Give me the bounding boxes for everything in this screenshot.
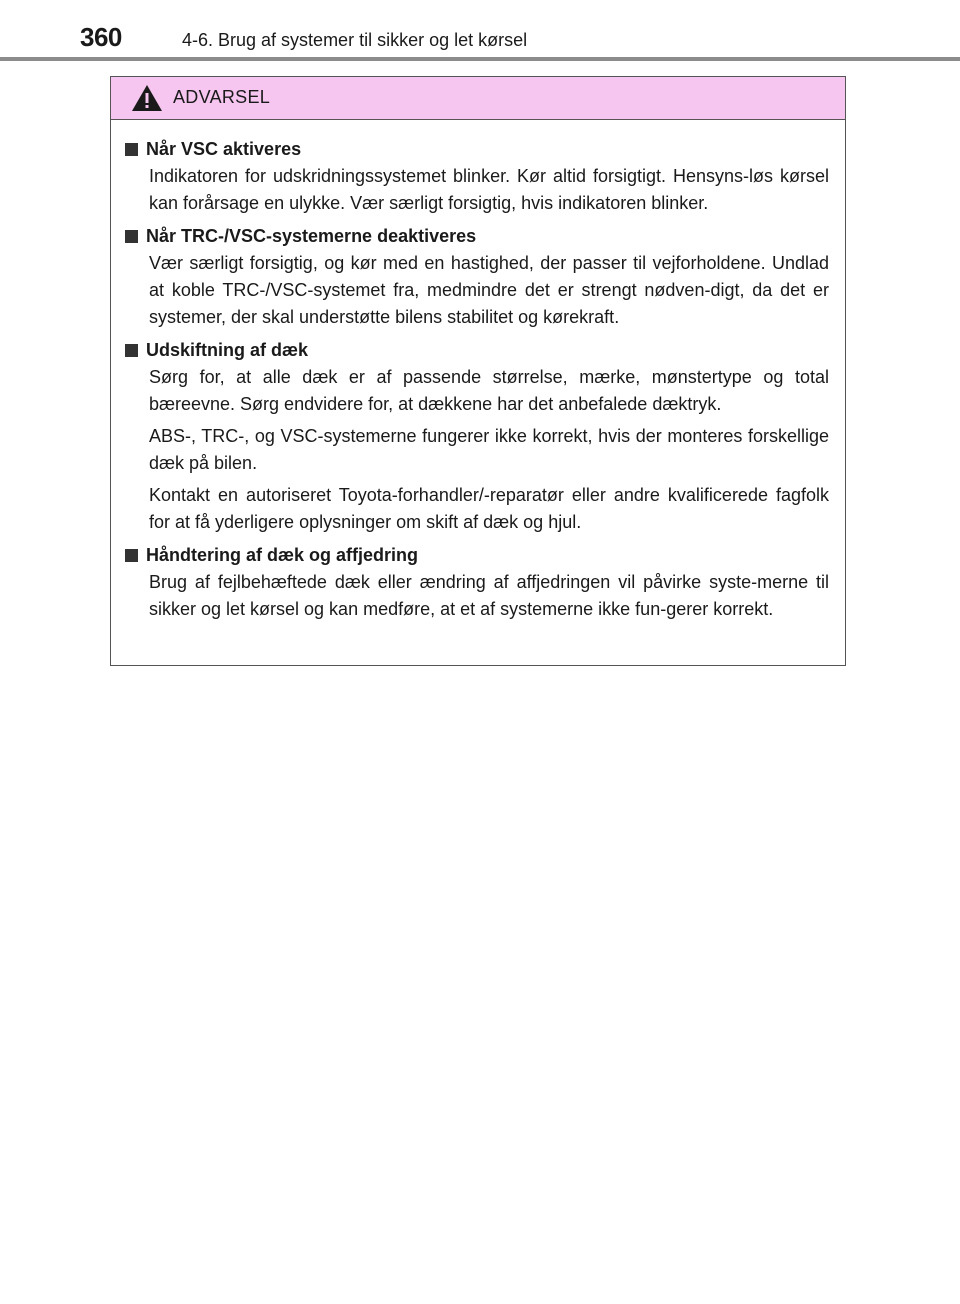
item-title — [125, 136, 829, 163]
item-paragraph: Vær særligt forsigtig, og kør med en hastighed, der passer til vejforholdene. Undlad at koble TRC-/VSC-systemet fra, medmindre det er strengt nødven-digt, da det er systemer, der skal understøtte bilens stabilitet og kørekraft. — [149, 253, 829, 327]
square-bullet-icon — [125, 344, 138, 357]
warning-triangle-icon — [131, 84, 163, 112]
warning-header — [111, 77, 845, 120]
square-bullet-icon — [125, 549, 138, 562]
item-paragraph: Sørg for, at alle dæk er af passende størrelse, mærke, mønstertype og total bæreevne. Sørg endvidere for, at dækkene har det anbefalede dæktryk. — [149, 367, 829, 414]
warning-item — [125, 337, 829, 536]
section-title: 4-6. Brug af systemer til sikker og let kørsel — [182, 30, 528, 50]
item-title — [125, 542, 829, 569]
item-title-text: Når VSC aktiveres — [146, 139, 302, 159]
square-bullet-icon — [125, 230, 138, 243]
warning-body — [111, 120, 845, 623]
item-title-text: Udskiftning af dæk — [146, 340, 309, 360]
warning-box — [110, 76, 846, 666]
warning-label: ADVARSEL — [173, 87, 271, 107]
item-title-text: Når TRC-/VSC-systemerne deaktiveres — [146, 226, 477, 246]
item-paragraph: Brug af fejlbehæftede dæk eller ændring af affjedringen vil påvirke syste-merne til sikker og let kørsel og kan medføre, at et af systemerne ikke fun-gerer korrekt. — [149, 572, 829, 619]
item-paragraph: Indikatoren for udskridningssystemet blinker. Kør altid forsigtigt. Hensyns-løs kørsel kan forårsage en ulykke. Vær særligt forsigtig, hvis indikatoren blinker. — [149, 166, 829, 213]
square-bullet-icon — [125, 143, 138, 156]
warning-item — [125, 136, 829, 217]
item-title — [125, 337, 829, 364]
page-number: 360 — [80, 22, 122, 52]
item-title-text: Håndtering af dæk og affjedring — [146, 545, 419, 565]
item-paragraph: Kontakt en autoriseret Toyota-forhandler/-reparatør eller andre kvalificerede fagfolk for at få yderligere oplysninger om skift af dæk og hjul. — [149, 485, 829, 532]
item-paragraph: ABS-, TRC-, og VSC-systemerne fungerer ikke korrekt, hvis der monteres forskellige dæk på bilen. — [149, 426, 829, 473]
warning-item — [125, 542, 829, 623]
header-rule — [0, 57, 960, 61]
item-title — [125, 223, 829, 250]
warning-item — [125, 223, 829, 331]
